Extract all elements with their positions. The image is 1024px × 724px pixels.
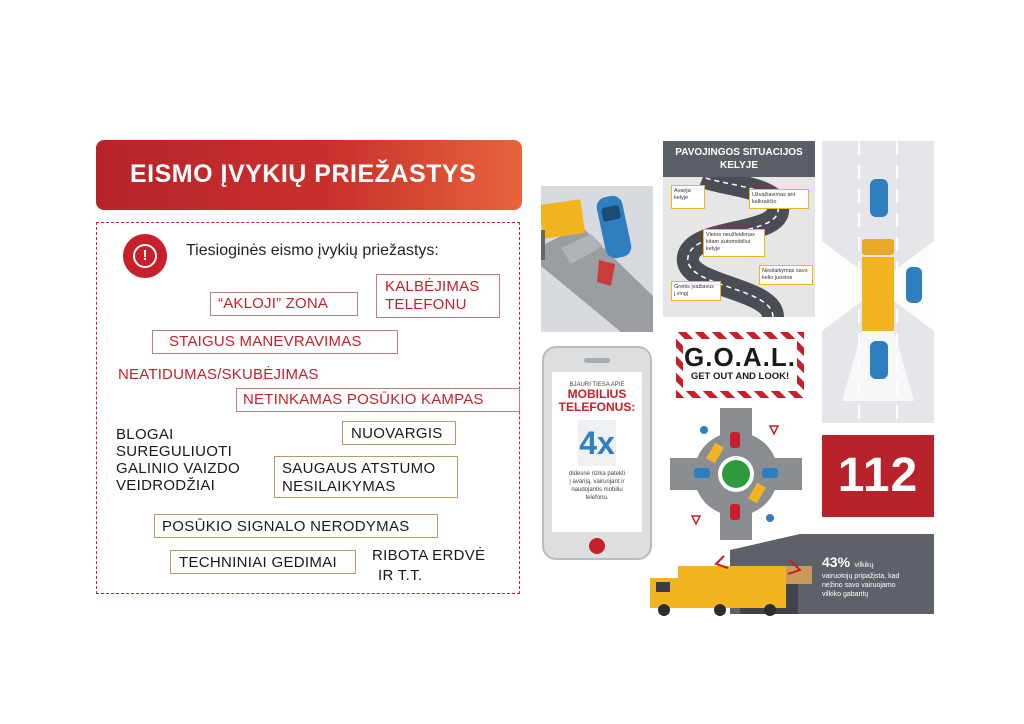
emergency-number-panel bbox=[822, 435, 934, 517]
cause-space-line2: IR T.T. bbox=[378, 567, 423, 584]
bubble-yield-line2: kitam automobiliui bbox=[706, 239, 751, 245]
cause-maneuver bbox=[152, 330, 398, 354]
bubble-yield-line1: Vietos neužleidimas bbox=[706, 232, 755, 238]
phone-text-line2: MOBILIUS bbox=[567, 387, 627, 401]
goal-sign bbox=[676, 332, 804, 398]
bubble-roadside-line1: Užvažiavimas ant bbox=[752, 192, 796, 198]
phone-big-number: 4x bbox=[579, 425, 615, 461]
danger-title-line2: KELYJE bbox=[720, 160, 758, 171]
goal-subtitle: GET OUT AND LOOK! bbox=[690, 371, 790, 382]
bubble-lane-line1: Nesilaikymas savo bbox=[762, 268, 808, 274]
bubble-speed-line1: Greitis įvažiavus bbox=[674, 284, 715, 290]
cause-turn-angle-label: NETINKAMAS POSŪKIO KAMPAS bbox=[243, 391, 484, 408]
phone-home-button bbox=[589, 538, 605, 554]
cause-phone bbox=[376, 274, 500, 318]
bubble-yield bbox=[703, 229, 765, 257]
page-title: EISMO ĮVYKIŲ PRIEŽASTYS bbox=[130, 160, 477, 188]
truck-stat-percent: 43% bbox=[822, 554, 851, 570]
truck-stat-line3: vilkiko gabaritų bbox=[822, 591, 869, 598]
cause-space-line1: RIBOTA ERDVĖ bbox=[372, 547, 486, 564]
cause-phone-line1: KALBĖJIMAS bbox=[385, 278, 480, 295]
phone-stat-block bbox=[578, 420, 616, 466]
bubble-accident-line1: Avarija bbox=[674, 188, 691, 194]
roundabout-illustration bbox=[670, 408, 802, 540]
goal-title: G.O.A.L. bbox=[684, 342, 796, 372]
danger-header bbox=[663, 141, 815, 177]
cause-distance-line1: SAUGAUS ATSTUMO bbox=[282, 460, 436, 477]
bubble-roadside bbox=[749, 189, 809, 209]
bubble-accident-line2: kelyje bbox=[674, 195, 689, 201]
cause-mirrors-line1: BLOGAI bbox=[116, 426, 174, 443]
cause-maneuver-label: STAIGUS MANEVRAVIMAS bbox=[169, 333, 362, 350]
truck-stat-line2: nežino savo vairuojamo bbox=[822, 582, 896, 589]
phone-text-line1: BJAURI TIESA APIE bbox=[569, 382, 625, 388]
phone-desc-line1: didesnė rizika patekti bbox=[568, 471, 626, 477]
phone-desc-line3: naudojantis mobiliu bbox=[571, 487, 623, 493]
cause-phone-line2: TELEFONU bbox=[385, 296, 467, 313]
intro-text: Tiesioginės eismo įvykių priežastys: bbox=[186, 242, 439, 259]
cause-technical-label: TECHNINIAI GEDIMAI bbox=[179, 554, 337, 571]
cause-blind-zone bbox=[210, 292, 358, 316]
truck-stat-word: vilkikų bbox=[854, 562, 874, 569]
phone-illustration bbox=[542, 346, 652, 560]
bubble-roadside-line2: kelkraščio bbox=[752, 199, 777, 205]
cause-distance bbox=[274, 456, 458, 498]
phone-text-line3: TELEFONUS: bbox=[558, 400, 636, 414]
bubble-accident bbox=[671, 185, 705, 209]
cause-inattention: NEATIDUMAS/SKUBĖJIMAS bbox=[118, 366, 319, 383]
emergency-number: 112 bbox=[837, 449, 919, 502]
cause-mirrors-line4: VEIDRODŽIAI bbox=[116, 477, 216, 494]
bubble-lane bbox=[759, 265, 813, 285]
cause-distance-line2: NESILAIKYMAS bbox=[282, 478, 396, 495]
bubble-speed bbox=[671, 281, 721, 301]
danger-situations-panel bbox=[663, 141, 815, 317]
phone-description bbox=[552, 470, 642, 502]
phone-desc-line2: į avariją, vairuojant ir bbox=[569, 479, 625, 485]
cause-space bbox=[372, 546, 485, 586]
cause-signal-label: POSŪKIO SIGNALO NERODYMAS bbox=[162, 518, 410, 535]
truck-stat-headline bbox=[822, 554, 934, 572]
cause-mirrors-line2: SUREGULIUOTI bbox=[116, 443, 233, 460]
bubble-speed-line2: į vingį bbox=[674, 291, 689, 297]
cause-mirrors-line3: GALINIO VAIZDO bbox=[116, 460, 240, 477]
exclamation-icon: ! bbox=[133, 244, 157, 268]
phone-speaker bbox=[584, 358, 610, 363]
phone-screen bbox=[552, 372, 642, 532]
truck-blindspot-illustration bbox=[822, 141, 934, 423]
cause-technical bbox=[170, 550, 356, 574]
cause-turn-angle bbox=[236, 388, 520, 412]
cause-mirrors bbox=[116, 426, 240, 494]
phone-desc-line4: telefonu. bbox=[585, 495, 609, 501]
truck-stat-text bbox=[822, 554, 934, 599]
cause-fatigue-label: NUOVARGIS bbox=[351, 425, 443, 442]
bubble-lane-line2: kelio juostos bbox=[762, 275, 793, 281]
truck-stat-description bbox=[822, 572, 934, 599]
cause-signal bbox=[154, 514, 438, 538]
cause-blind-zone-label: “AKLOJI” ZONA bbox=[218, 295, 329, 312]
danger-title-line1: PAVOJINGOS SITUACIJOS bbox=[675, 147, 803, 158]
cause-fatigue bbox=[342, 421, 456, 445]
truck-stat-line1: vairuotojų pripažįsta, kad bbox=[822, 573, 900, 580]
bubble-yield-line3: kelyje bbox=[706, 246, 721, 252]
car-corner-illustration bbox=[541, 186, 653, 332]
goal-sign-inner bbox=[683, 339, 797, 391]
